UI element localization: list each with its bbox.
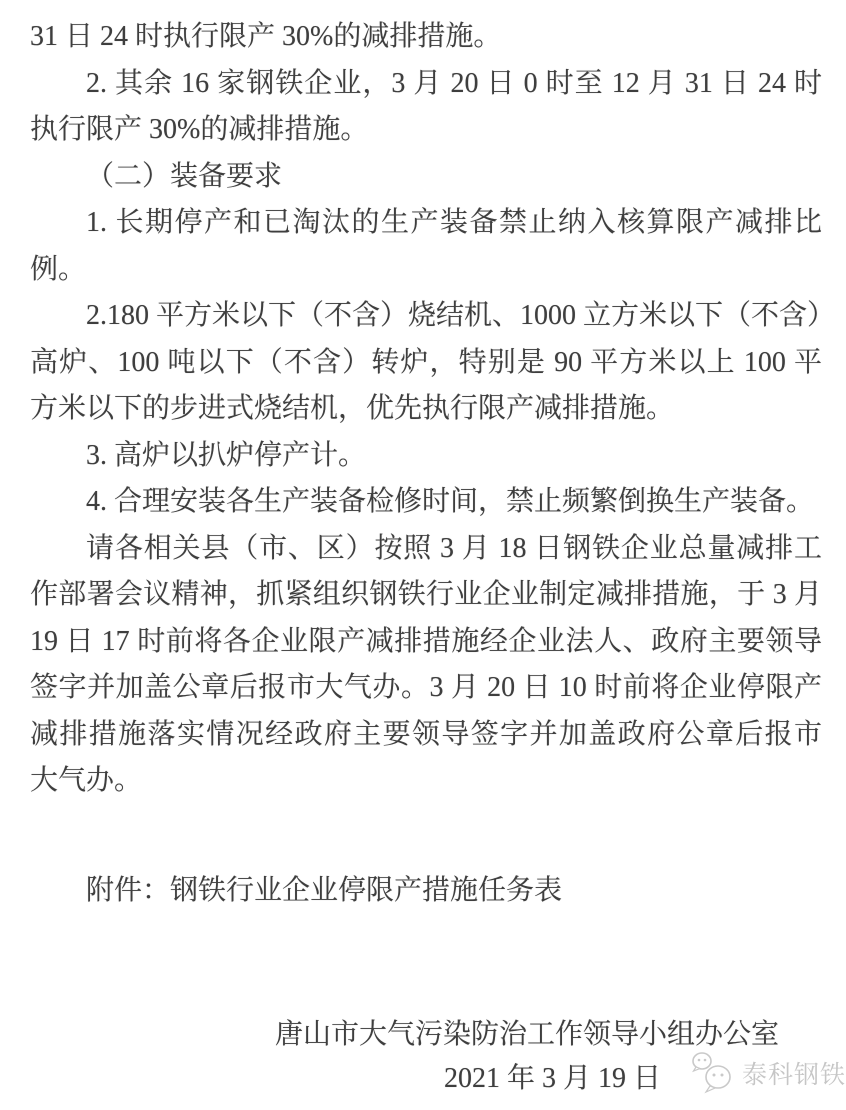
body-line: 1. 长期停产和已淘汰的生产装备禁止纳入核算限产减排比 [86,207,822,238]
body-line: 执行限产 30%的减排措施。 [30,114,369,145]
body-line: 2.180 平方米以下（不含）烧结机、1000 立方米以下（不含） [86,300,836,331]
body-line: 大气办。 [30,765,143,796]
body-line: 3. 高炉以扒炉停产计。 [86,439,367,471]
body-line: 2. 其余 16 家钢铁企业，3 月 20 日 0 时至 12 月 31 日 24 时 [86,67,822,99]
body-line: 31 日 24 时执行限产 30%的减排措施。 [30,21,502,52]
body-line: 减排措施落实情况经政府主要领导签字并加盖政府公章后报市 [30,718,822,750]
body-line: 例。 [30,253,87,285]
wechat-icon [691,1050,737,1096]
body-line: 高炉、100 吨以下（不含）转炉，特别是 90 平方米以上 100 平 [30,346,822,378]
watermark-label: 泰科钢铁 [742,1062,846,1089]
body-line: 签字并加盖公章后报市大气办。3 月 20 日 10 时前将企业停限产 [30,672,822,703]
signature-date: 2021 年 3 月 19 日 [443,1063,661,1094]
body-line: 请各相关县（市、区）按照 3 月 18 日钢铁企业总量减排工 [86,532,822,564]
body-line: 19 日 17 时前将各企业限产减排措施经企业法人、政府主要领导 [30,625,822,657]
section-heading: （二）装备要求 [86,160,283,192]
body-line: 方米以下的步进式烧结机，优先执行限产减排措施。 [30,393,675,424]
watermark [691,1050,846,1096]
body-line: 4. 合理安装各生产装备检修时间，禁止频繁倒换生产装备。 [86,486,815,517]
signature-organization: 唐山市大气污染防治工作领导小组办公室 [274,1019,779,1050]
attachment-line: 附件：钢铁行业企业停限产措施任务表 [86,874,563,906]
body-line: 作部署会议精神，抓紧组织钢铁行业企业制定减排措施，于 3 月 [30,579,822,610]
